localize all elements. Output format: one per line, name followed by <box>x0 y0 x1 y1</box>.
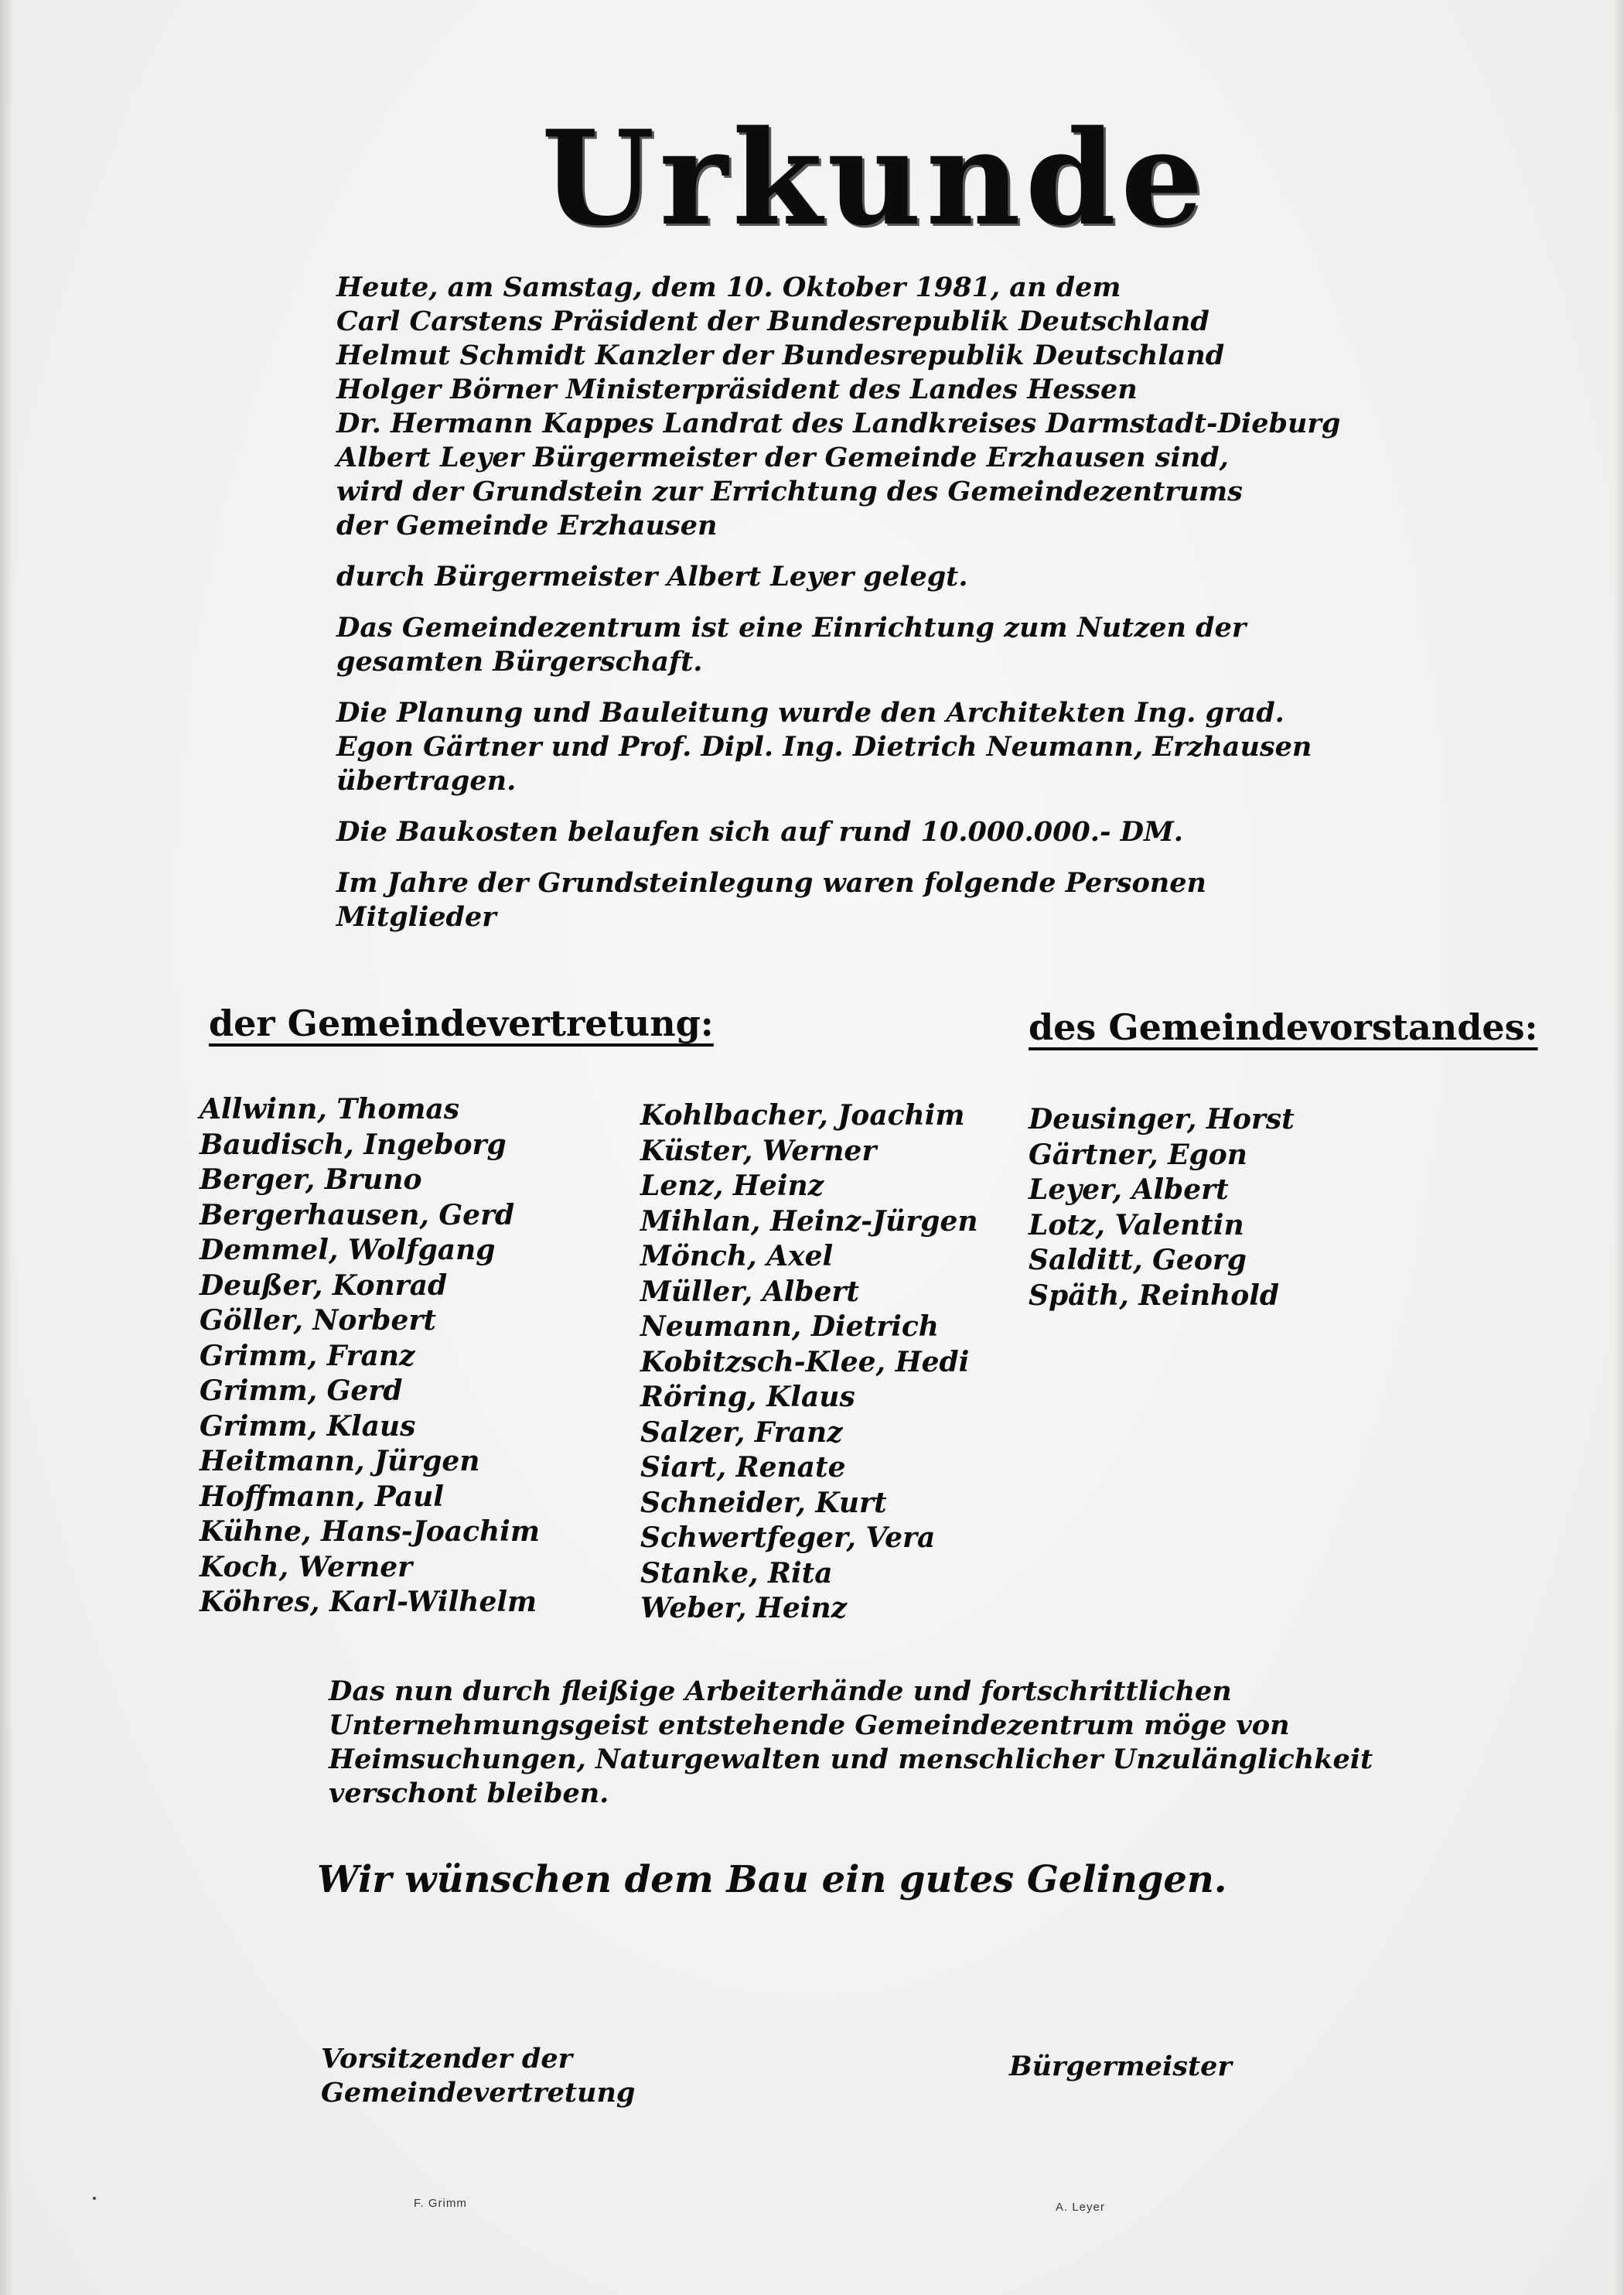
list-item: Grimm, Klaus <box>200 1409 416 1443</box>
closing-paragraph <box>329 1675 1373 1811</box>
scan-edge-right <box>1613 0 1624 2295</box>
list-item: Hoffmann, Paul <box>200 1480 444 1513</box>
paragraph-line: Im Jahre der Grundsteinlegung waren folgende Personen <box>336 867 1206 899</box>
intro-line: Heute, am Samstag, dem 10. Oktober 1981, an dem <box>336 272 1121 303</box>
paragraph-line: Mitglieder <box>336 901 496 933</box>
list-item: Müller, Albert <box>640 1275 859 1308</box>
intro-line: Holger Börner Ministerpräsident des Landes Hessen <box>336 374 1138 405</box>
paragraph-line: Die Baukosten belaufen sich auf rund 10.000.000.- DM. <box>336 816 1183 848</box>
list-item: Koch, Werner <box>200 1550 413 1583</box>
list-item: Stanke, Rita <box>640 1556 833 1590</box>
intro-line: Albert Leyer Bürgermeister der Gemeinde Erzhausen sind, <box>336 442 1229 473</box>
intro-line: der Gemeinde Erzhausen <box>336 510 718 541</box>
list-item: Demmel, Wolfgang <box>200 1234 496 1266</box>
list-item: Leyer, Albert <box>1029 1173 1229 1206</box>
signature-label: Vorsitzender der <box>321 2043 573 2075</box>
list-item: Gärtner, Egon <box>1029 1138 1247 1171</box>
intro-line: Dr. Hermann Kappes Landrat des Landkreises Darmstadt-Dieburg <box>336 408 1341 439</box>
list-item: Grimm, Gerd <box>200 1375 403 1407</box>
scan-speck <box>93 2197 96 2200</box>
signature-label: Bürgermeister <box>1009 2051 1232 2082</box>
paragraph-architects <box>336 696 1357 798</box>
list-item: Berger, Bruno <box>200 1163 422 1196</box>
signature-block-right <box>1009 2050 1232 2084</box>
heading-gemeindevorstand: des Gemeindevorstandes: <box>1029 1006 1538 1048</box>
signature-label: Gemeindevertretung <box>321 2077 636 2109</box>
paragraph-line: gesamten Bürgerschaft. <box>336 646 703 678</box>
list-item: Schneider, Kurt <box>640 1486 887 1519</box>
intro-paragraph <box>336 271 1357 543</box>
list-item: Röring, Klaus <box>640 1381 855 1413</box>
paragraph-line: übertragen. <box>336 765 517 797</box>
list-item: Neumann, Dietrich <box>640 1310 939 1343</box>
list-item: Grimm, Franz <box>200 1339 415 1372</box>
signature-block-left <box>321 2042 635 2110</box>
list-item: Kühne, Hans-Joachim <box>200 1515 540 1548</box>
closing-line: Unternehmungsgeist entstehende Gemeindezentrum möge von <box>329 1709 1290 1741</box>
list-item: Mönch, Axel <box>640 1240 834 1272</box>
list-item: Bergerhausen, Gerd <box>200 1198 515 1231</box>
paragraph-laying <box>336 560 1357 594</box>
list-item: Schwertfeger, Vera <box>640 1521 936 1554</box>
list-item: Baudisch, Ingeborg <box>200 1128 507 1161</box>
paragraph-members <box>336 866 1357 934</box>
list-item: Heitmann, Jürgen <box>200 1445 480 1477</box>
intro-line: Carl Carstens Präsident der Bundesrepublik Deutschland <box>336 306 1209 337</box>
document-title: Urkunde <box>541 101 1209 254</box>
list-item: Allwinn, Thomas <box>200 1093 460 1125</box>
closing-wish: Wir wünschen dem Bau ein gutes Gelingen. <box>317 1858 1227 1901</box>
printed-name-left: F. Grimm <box>414 2197 467 2210</box>
list-item: Lotz, Valentin <box>1029 1208 1244 1241</box>
paragraph-line: Die Planung und Bauleitung wurde den Architekten Ing. grad. <box>336 697 1285 729</box>
paragraph-line: durch Bürgermeister Albert Leyer gelegt. <box>336 561 968 593</box>
closing-line: verschont bleiben. <box>329 1778 609 1809</box>
list-item: Kobitzsch-Klee, Hedi <box>640 1345 970 1378</box>
scan-edge-left <box>0 0 14 2295</box>
intro-line: Helmut Schmidt Kanzler der Bundesrepublik Deutschland <box>336 340 1225 371</box>
list-item: Salditt, Georg <box>1029 1244 1247 1276</box>
list-vertretung-col1 <box>200 1092 540 1621</box>
list-item: Salzer, Franz <box>640 1416 843 1449</box>
list-item: Köhres, Karl-Wilhelm <box>200 1586 537 1618</box>
paragraph-purpose <box>336 611 1357 679</box>
list-item: Deusinger, Horst <box>1029 1103 1295 1136</box>
list-vertretung-col2 <box>640 1098 978 1627</box>
intro-line: wird der Grundstein zur Errichtung des Gemeindezentrums <box>336 476 1243 507</box>
intro-text <box>336 271 1357 951</box>
closing-line: Heimsuchungen, Naturgewalten und menschlicher Unzulänglichkeit <box>329 1743 1373 1775</box>
paragraph-costs <box>336 815 1357 849</box>
list-item: Siart, Renate <box>640 1451 846 1484</box>
closing-line: Das nun durch fleißige Arbeiterhände und fortschrittlichen <box>329 1675 1232 1707</box>
paragraph-line: Das Gemeindezentrum ist eine Einrichtung zum Nutzen der <box>336 612 1247 644</box>
list-item: Deußer, Konrad <box>200 1269 448 1302</box>
list-item: Mihlan, Heinz-Jürgen <box>640 1204 978 1238</box>
paragraph-line: Egon Gärtner und Prof. Dipl. Ing. Dietrich Neumann, Erzhausen <box>336 731 1312 763</box>
list-item: Göller, Norbert <box>200 1304 436 1337</box>
list-item: Küster, Werner <box>640 1134 877 1167</box>
list-item: Kohlbacher, Joachim <box>640 1099 965 1132</box>
list-vorstand <box>1029 1102 1295 1313</box>
list-item: Späth, Reinhold <box>1029 1279 1280 1312</box>
heading-gemeindevertretung: der Gemeindevertretung: <box>209 1002 714 1044</box>
printed-name-right: A. Leyer <box>1056 2201 1105 2214</box>
list-item: Lenz, Heinz <box>640 1170 824 1202</box>
list-item: Weber, Heinz <box>640 1592 848 1624</box>
